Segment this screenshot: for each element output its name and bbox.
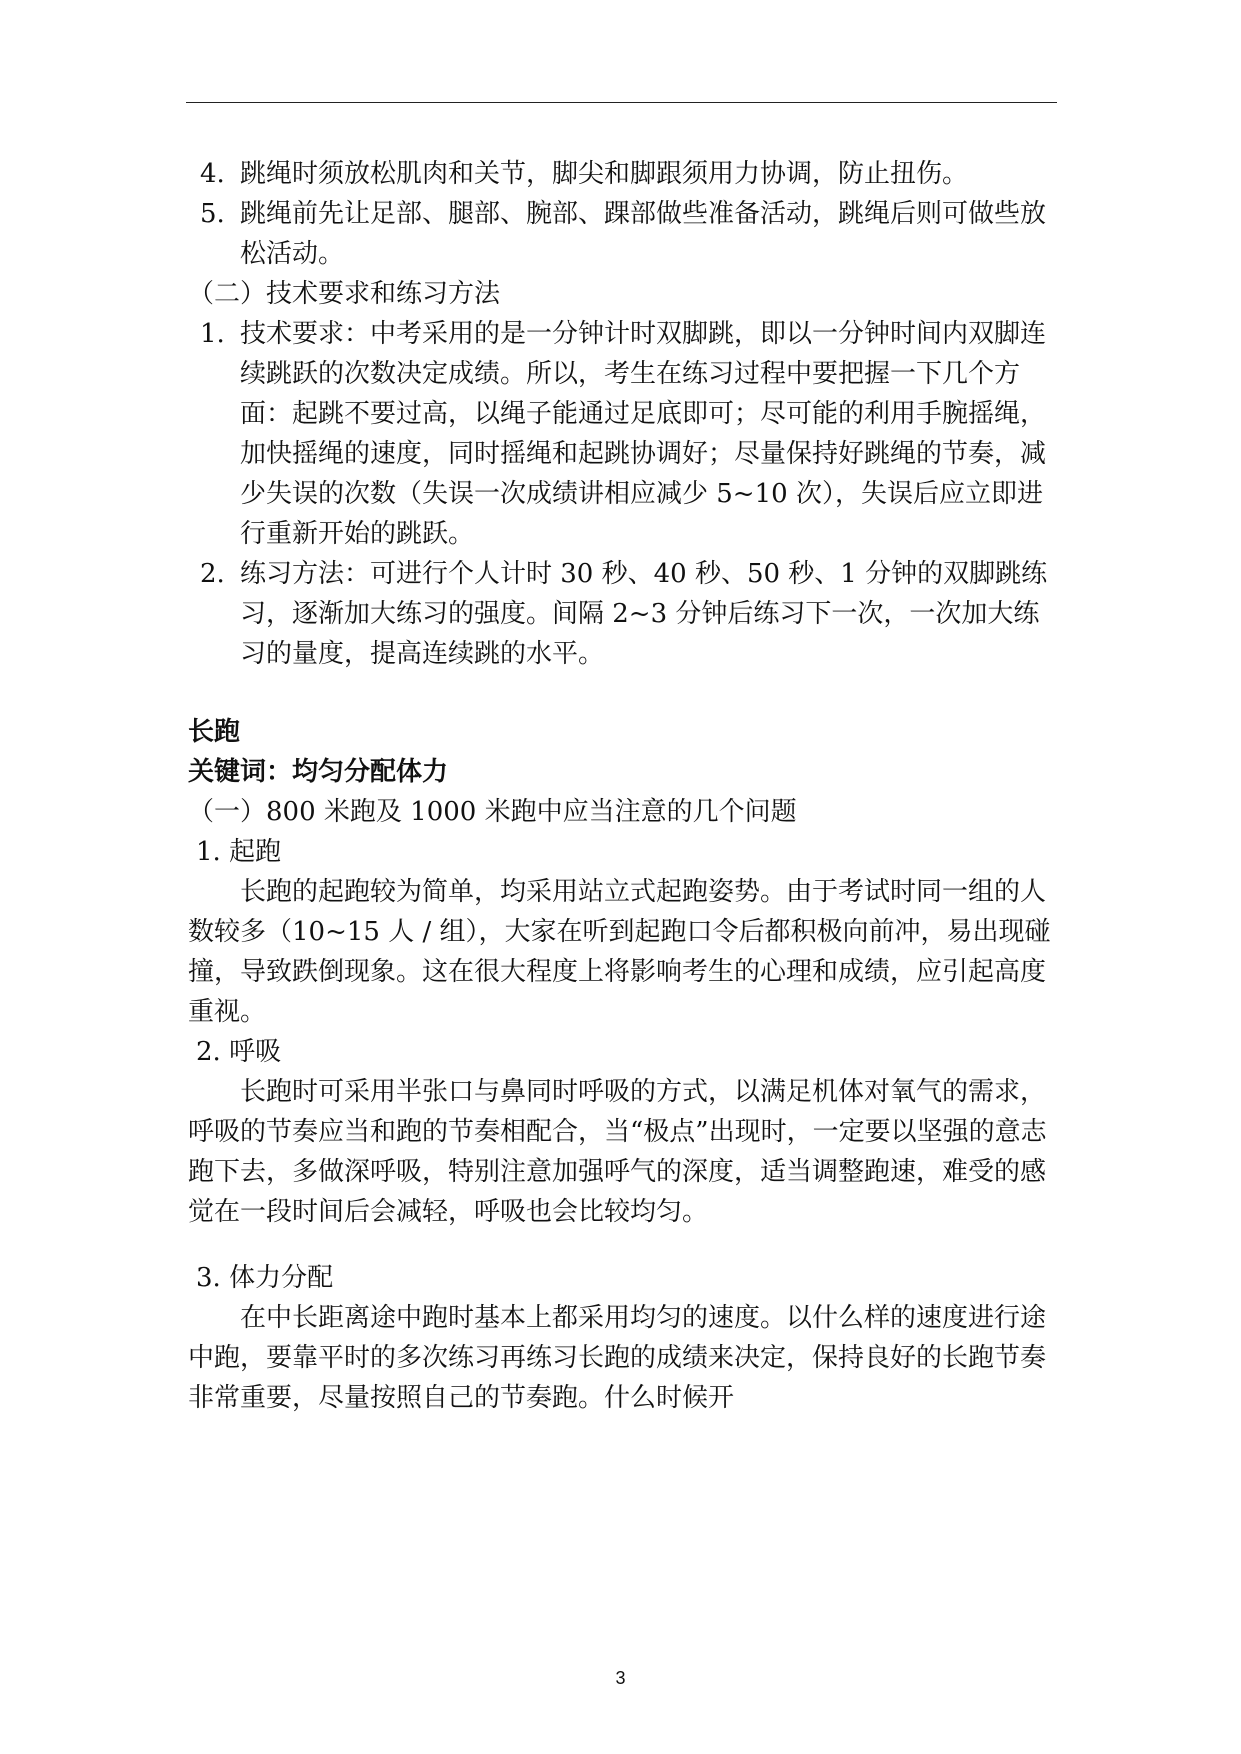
list-number: 4. xyxy=(200,159,225,189)
subheading-breathing: 2. 呼吸 xyxy=(196,1037,282,1067)
heading-long-run: 长跑 xyxy=(188,717,241,747)
list-text: 跳绳时须放松肌肉和关节，脚尖和脚跟须用力协调，防止扭伤。 xyxy=(240,159,969,189)
section-title-issues: （一）800 米跑及 1000 米跑中应当注意的几个问题 xyxy=(188,797,797,827)
list-text: 跳绳前先让足部、腿部、腕部、踝部做些准备活动，跳绳后则可做些放松活动。 xyxy=(240,199,1047,269)
subheading-start: 1. 起跑 xyxy=(196,837,282,867)
list-item xyxy=(188,314,1058,554)
list-text: 练习方法：可进行个人计时 30 秒、40 秒、50 秒、1 分钟的双脚跳练习，逐渐加大练习的强度。间隔 2~3 分钟后练习下一次，一次加大练习的量度，提高连续跳的水平。 xyxy=(240,559,1048,669)
paragraph-stamina: 在中长距离途中跑时基本上都采用均匀的速度。以什么样的速度进行途中跑，要靠平时的多次练习再练习长跑的成绩来决定，保持良好的长跑节奏非常重要，尽量按照自己的节奏跑。什么时候开 xyxy=(188,1303,1047,1413)
page-content xyxy=(188,154,1058,1418)
list-text: 技术要求：中考采用的是一分钟计时双脚跳，即以一分钟时间内双脚连续跳跃的次数决定成绩。所以，考生在练习过程中要把握一下几个方面：起跳不要过高，以绳子能通过足底即可；尽可能的利用手腕摇绳，加快摇绳的速度，同时摇绳和起跳协调好；尽量保持好跳绳的节奏，减少失误的次数（失误一次成绩讲相应减少 5~10 次），失误后应立即进行重新开始的跳跃。 xyxy=(240,319,1047,549)
page-number: 3 xyxy=(615,1668,626,1688)
paragraph-breathing: 长跑时可采用半张口与鼻同时呼吸的方式，以满足机体对氧气的需求，呼吸的节奏应当和跑的节奏相配合，当“极点”出现时，一定要以坚强的意志跑下去，多做深呼吸，特别注意加强呼气的深度，适当调整跑速，难受的感觉在一段时间后会减轻，呼吸也会比较均匀。 xyxy=(188,1077,1047,1227)
list-number: 2. xyxy=(200,559,225,589)
paragraph-start: 长跑的起跑较为简单，均采用站立式起跑姿势。由于考试时同一组的人数较多（10~15 人 / 组），大家在听到起跑口令后都积极向前冲，易出现碰撞，导致跌倒现象。这在很大程度上将影响考生的心理和成绩，应引起高度重视。 xyxy=(188,877,1051,1027)
subheading-stamina: 3. 体力分配 xyxy=(196,1263,334,1293)
list-number: 5. xyxy=(200,199,225,229)
heading-keyword: 关键词：均匀分配体力 xyxy=(188,757,449,787)
list-item xyxy=(188,194,1058,274)
list-item xyxy=(188,154,1058,194)
list-item xyxy=(188,554,1058,674)
list-number: 1. xyxy=(200,319,225,349)
header-rule xyxy=(186,102,1057,103)
section-title-technique: （二）技术要求和练习方法 xyxy=(188,279,501,309)
